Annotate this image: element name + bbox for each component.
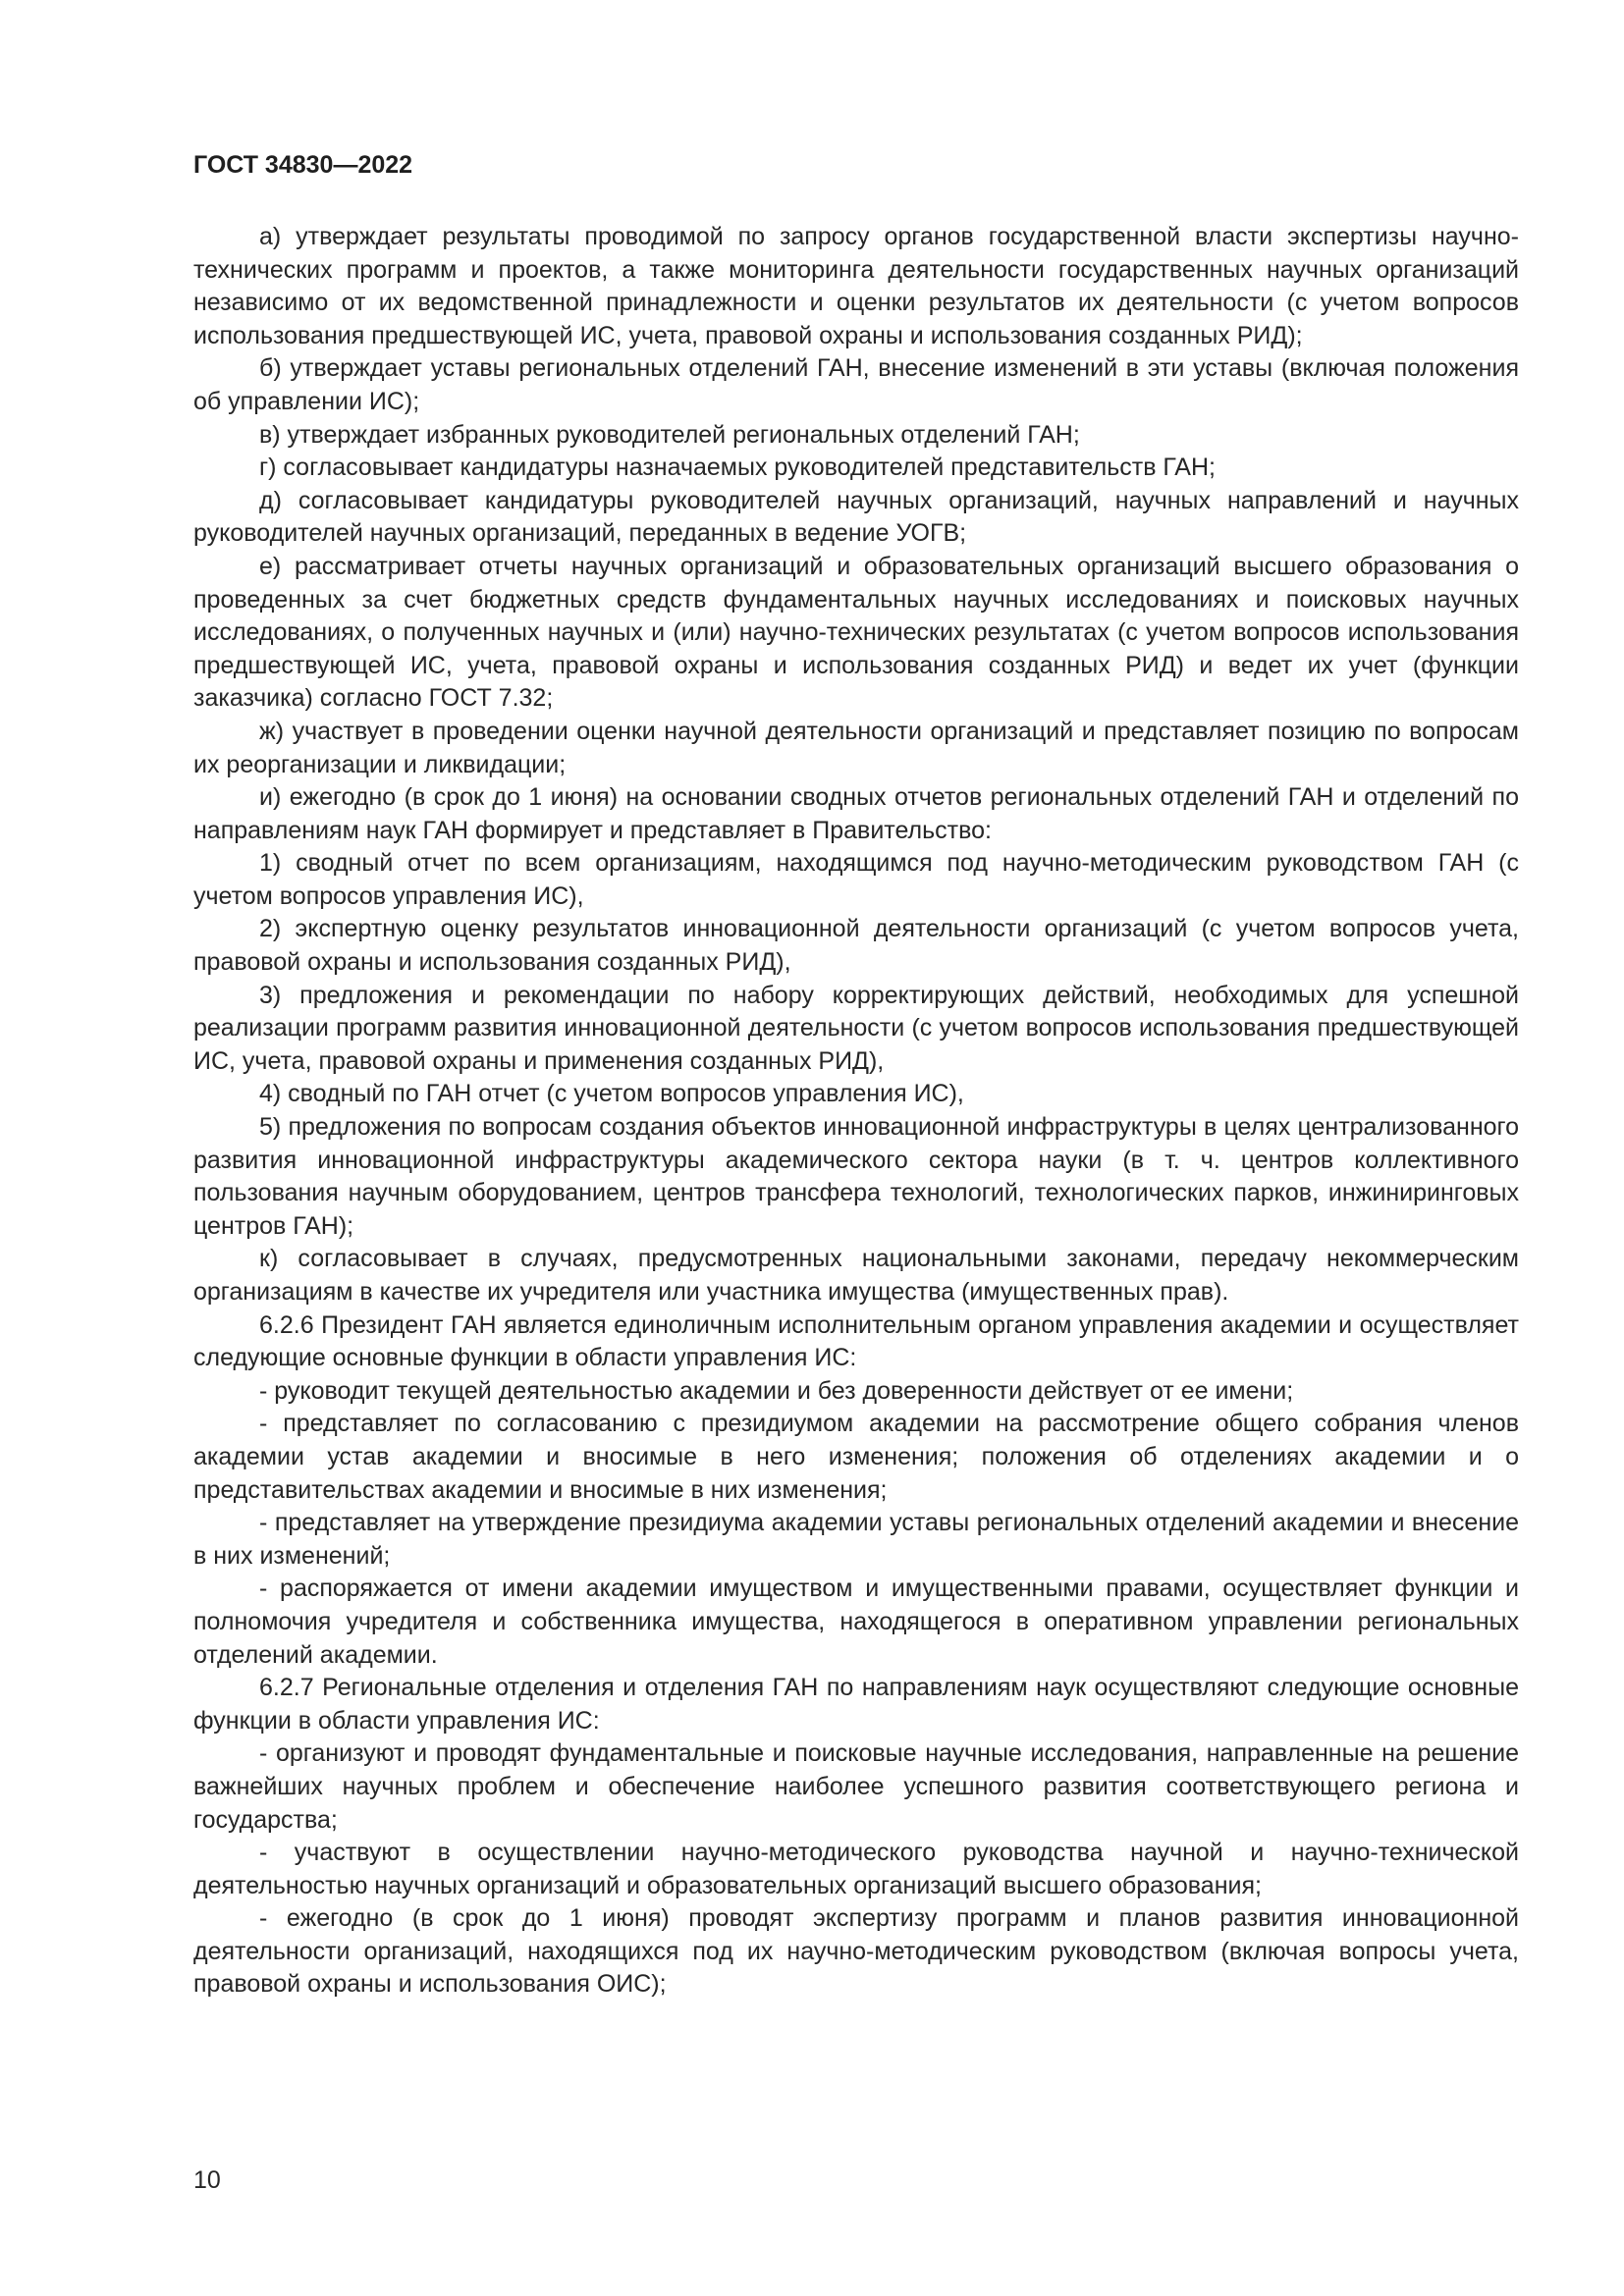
- paragraph-dash-item: - представляет по согласованию с президиумом академии на рассмотрение общего собрания членов академии устав академии и вносимые в него изменения; положения об отделениях академии и о представительствах академии и вносимые в них изменения;: [193, 1410, 1519, 1504]
- paragraph-dash-item: - распоряжается от имени академии имуществом и имущественными правами, осуществляет функции и полномочия учредителя и собственника имущества, находящегося в оперативном управлении региональных отделений академии.: [193, 1575, 1519, 1669]
- paragraph-item-i: и) ежегодно (в срок до 1 июня) на основании сводных отчетов региональных отделений ГАН и отделений по направлениям наук ГАН формирует и представляет в Правительство:: [193, 783, 1519, 844]
- paragraph-subitem-5: 5) предложения по вопросам создания объектов инновационной инфраструктуры в целях централизованного развития инновационной инфраструктуры академического сектора науки (в т. ч. центров коллективного пользования научным оборудованием, центров трансфера технологий, технологических парков, инжиниринговых центров ГАН);: [193, 1113, 1519, 1240]
- document-body: [193, 221, 1519, 2002]
- paragraph-dash-item: - ежегодно (в срок до 1 июня) проводят экспертизу программ и планов развития инновационной деятельности организаций, находящихся под их научно-методическим руководством (включая вопросы учета, правовой охраны и использования ОИС);: [193, 1904, 1519, 1999]
- paragraph-section-6-2-7: 6.2.7 Региональные отделения и отделения ГАН по направлениям наук осуществляют следующие основные функции в области управления ИС:: [193, 1674, 1519, 1735]
- paragraph-subitem-2: 2) экспертную оценку результатов инновационной деятельности организаций (с учетом вопросов учета, правовой охраны и использования созданных РИД),: [193, 915, 1519, 977]
- paragraph-subitem-1: 1) сводный отчет по всем организациям, находящимся под научно-методическим руководством ГАН (с учетом вопросов управления ИС),: [193, 849, 1519, 910]
- document-header: ГОСТ 34830—2022: [193, 151, 413, 179]
- paragraph-dash-item: - руководит текущей деятельностью академии и без доверенности действует от ее имени;: [259, 1376, 1294, 1405]
- paragraph-item-k: к) согласовывает в случаях, предусмотренных национальными законами, передачу некоммерческим организациям в качестве их учредителя или участника имущества (имущественных прав).: [193, 1245, 1519, 1306]
- paragraph-item-e: е) рассматривает отчеты научных организаций и образовательных организаций высшего образования о проведенных за счет бюджетных средств фундаментальных научных исследованиях и поисковых научных исследованиях, о полученных научных и (или) научно-технических результатах (с учетом вопросов использования предшествующей ИС, учета, правовой охраны и использования созданных РИД) и ведет их учет (функции заказчика) согласно ГОСТ 7.32;: [193, 552, 1519, 713]
- paragraph-dash-item: - участвуют в осуществлении научно-методического руководства научной и научно-технической деятельностью научных организаций и образовательных организаций высшего образования;: [193, 1839, 1519, 1899]
- page-number: 10: [193, 2166, 221, 2194]
- paragraph-item-b: б) утверждает уставы региональных отделений ГАН, внесение изменений в эти уставы (включая положения об управлении ИС);: [193, 354, 1519, 415]
- paragraph-item-a: а) утверждает результаты проводимой по запросу органов государственной власти экспертизы научно-технических программ и проектов, а также мониторинга деятельности государственных научных организаций независимо от их ведомственной принадлежности и оценки результатов их деятельности (с учетом вопросов использования предшествующей ИС, учета, правовой охраны и использования созданных РИД);: [193, 223, 1519, 349]
- paragraph-subitem-4: 4) сводный по ГАН отчет (с учетом вопросов управления ИС),: [259, 1080, 964, 1108]
- paragraph-item-v: в) утверждает избранных руководителей региональных отделений ГАН;: [259, 420, 1080, 449]
- paragraph-item-zh: ж) участвует в проведении оценки научной деятельности организаций и представляет позицию по вопросам их реорганизации и ликвидации;: [193, 717, 1519, 778]
- paragraph-dash-item: - представляет на утверждение президиума академии уставы региональных отделений академии и внесение в них изменений;: [193, 1509, 1519, 1570]
- paragraph-dash-item: - организуют и проводят фундаментальные и поисковые научные исследования, направленные на решение важнейших научных проблем и обеспечение наиболее успешного развития соответствующего региона и государства;: [193, 1739, 1519, 1834]
- paragraph-item-d: д) согласовывает кандидатуры руководителей научных организаций, научных направлений и научных руководителей научных организаций, переданных в ведение УОГВ;: [193, 486, 1519, 548]
- paragraph-subitem-3: 3) предложения и рекомендации по набору корректирующих действий, необходимых для успешной реализации программ развития инновационной деятельности (с учетом вопросов использования предшествующей ИС, учета, правовой охраны и применения созданных РИД),: [193, 981, 1519, 1075]
- paragraph-section-6-2-6: 6.2.6 Президент ГАН является единоличным исполнительным органом управления академии и осуществляет следующие основные функции в области управления ИС:: [193, 1310, 1519, 1372]
- paragraph-item-g: г) согласовывает кандидатуры назначаемых руководителей представительств ГАН;: [259, 454, 1216, 482]
